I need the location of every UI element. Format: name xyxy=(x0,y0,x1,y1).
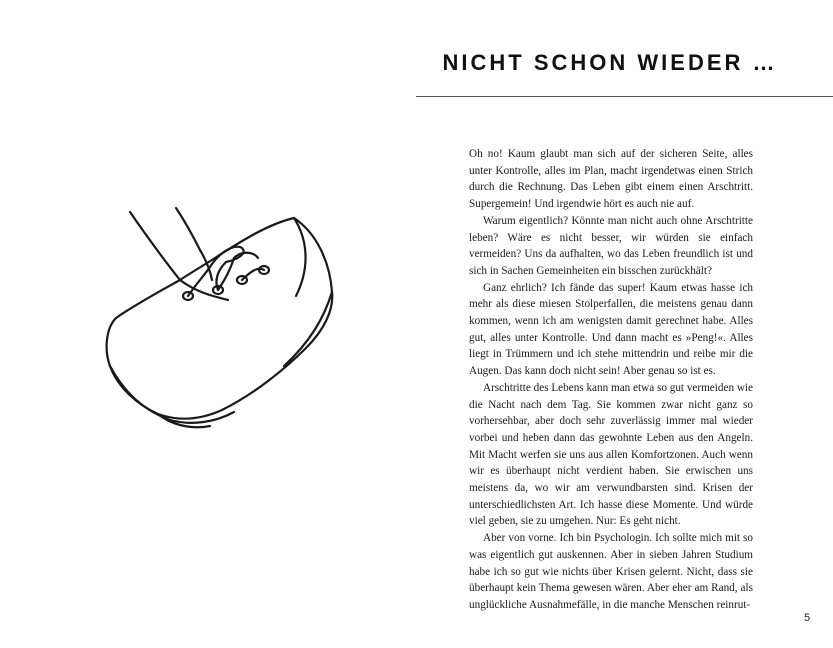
paragraph: Aber von vorne. Ich bin Psychologin. Ich sollte mich mit so was eigentlich gut auskennen. Aber in sieben Jahren Studium habe ich so gut wie nichts über Krisen gelernt. Nicht, dass sie überhaupt kein Thema gewesen wären. Aber eher am Rand, als unglückliche Ausnahmefälle, in die manche Menschen reinrut- xyxy=(469,532,753,611)
paragraph: Warum eigentlich? Könnte man nicht auch ohne Arschtritte leben? Wäre es nicht besser, wir würden sie einfach vermeiden? Uns da aufhalten, wo das Leben freundlich ist und sich in Sachen Gemeinheiten ein bisschen zurückhält? xyxy=(469,214,753,277)
paragraph: Arschtritte des Lebens kann man etwa so gut vermeiden wie die Nacht nach dem Tag. Sie kommen zwar nicht ganz so vorhersehbar, aber doch sehr zuverlässig immer mal wieder vorbei und heben dann das gewohnte Leben aus den Angeln. Mit Macht werfen sie uns aus allen Komfortzonen. Auch wenn wir es überhaupt nicht verdient haben. Sie erwischen uns meistens da, wo wir am verwundbarsten sind. Krisen der unterschiedlichsten Art. Ich hasse diese Momente. Und würde viel geben, sie zu umgehen. Nur: Es geht nicht. xyxy=(469,381,753,528)
body-text xyxy=(469,146,753,614)
sneaker-icon xyxy=(100,200,350,450)
page-number: 5 xyxy=(804,612,811,624)
title-divider xyxy=(416,96,833,97)
paragraph: Ganz ehrlich? Ich fände das super! Kaum etwas hasse ich mehr als diese miesen Stolperfallen, die meistens genau dann kommen, wenn ich am wenigsten damit gerechnet habe. Alles gut, alles unter Kontrolle. Und dann macht es »Peng!«. Alles liegt in Trümmern und ich stehe mittendrin und reibe mir die Augen. Das kann doch nicht sein! Aber genau so ist es. xyxy=(469,281,753,378)
paragraph: Oh no! Kaum glaubt man sich auf der sicheren Seite, alles unter Kontrolle, alles im Plan, macht irgendetwas einen Strich durch die Rechnung. Das Leben gibt einem einen Arschtritt. Supergemein! Und irgendwie hört es auch nie auf. xyxy=(469,148,753,211)
chapter-title: NICHT SCHON WIEDER … xyxy=(442,50,778,75)
